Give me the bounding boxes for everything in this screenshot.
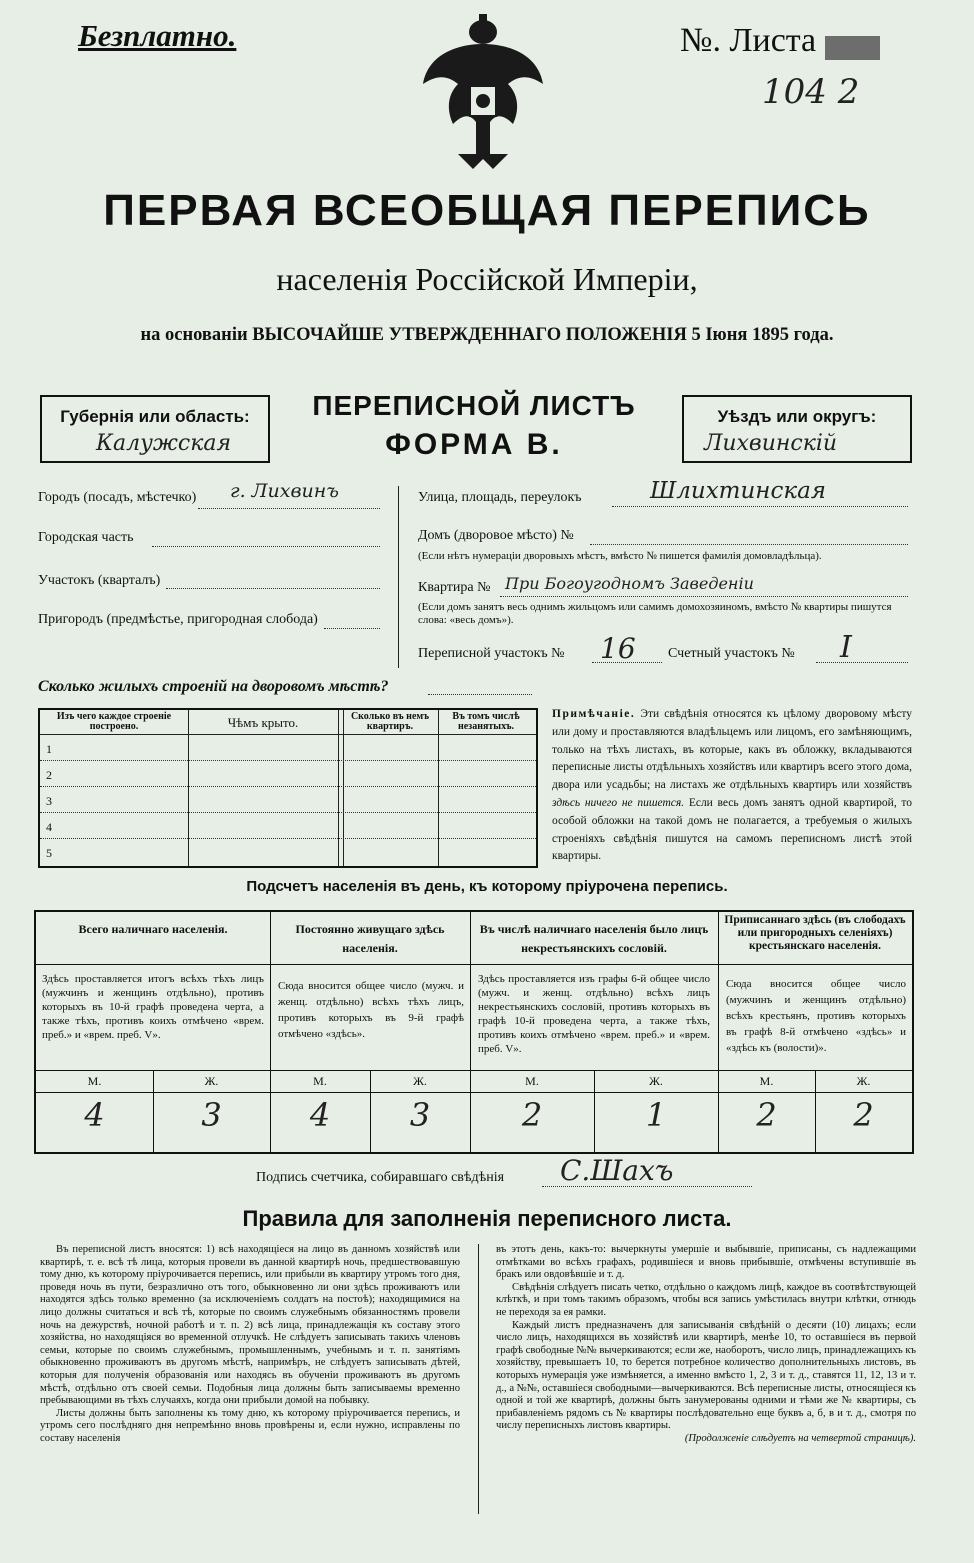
form-title: ФОРМА В.	[385, 428, 563, 461]
count-col2-desc: Сюда вносится общее число (мужч. и женщ. отдѣльно) всѣхъ тѣхъ лицъ, противъ которыхъ въ 9-й графѣ отмѣчено «здѣсь».	[278, 980, 464, 1040]
rules-left-column	[40, 1244, 460, 1446]
rules-right-p1: въ этотъ день, какъ-то: вычеркнуты умершіе и выбывшіе, приписаны, съ надлежащими отмѣтками во всѣхъ графахъ, родившіеся и вновь прибывшіе, отмѣчены вступившіе въ бракъ или овдовѣвшіе и т. д.	[496, 1244, 916, 1281]
uchastok-label: Участокъ (кварталъ)	[38, 573, 161, 588]
buildings-line	[428, 694, 532, 695]
sheet-number-stamp	[825, 36, 880, 60]
uchastok-line	[166, 588, 380, 589]
count-col4-m-label: М.	[759, 1074, 774, 1088]
location-divider	[398, 486, 399, 668]
count-col1-head: Всего наличнаго населенія.	[78, 922, 228, 936]
buildings-question: Сколько жилыхъ строеній на дворовомъ мѣстѣ?	[38, 678, 389, 695]
note-text: Эти свѣдѣнія относятся къ цѣлому дворовому мѣсту или дому и проставляются владѣльцемъ или лицомъ, его замѣняющимъ, только на тѣхъ листахъ, въ которые, какъ въ обложку, вкладываются переписные листы отдѣльныхъ хозяйствъ или квартиръ всего этого дома, двора или усадьбы; на листахъ же отдѣльныхъ квартиръ или хозяйствъ	[552, 708, 912, 792]
free-label: Безплатно.	[78, 18, 237, 53]
gorod-line	[198, 508, 380, 509]
page-subtitle: населенія Россійской Имперіи,	[276, 261, 698, 297]
prigorod-line	[324, 628, 380, 629]
ulitsa-label: Улица, площадь, переулокъ	[418, 490, 582, 505]
kvartira-value: При Богоугодномъ Заведеніи	[505, 574, 754, 593]
count-col1-f: 3	[201, 1096, 222, 1134]
guberniya-box	[40, 395, 270, 463]
perepis-uchastok-value: 16	[600, 632, 636, 665]
rules-right-p2: Свѣдѣнія слѣдуетъ писать четко, отдѣльно о каждомъ лицѣ, каждое въ соотвѣтствующей клѣткѣ, и при томъ такимъ образомъ, чтобы вся запись умѣстилась внутри клѣтки, отнюдь не переходя за ея рамки.	[496, 1281, 916, 1318]
col-material: Изъ чего каждое строеніе построено.	[56, 711, 172, 732]
count-col3-m: 2	[521, 1096, 543, 1134]
legal-basis: на основаніи ВЫСОЧАЙШЕ УТВЕРЖДЕННАГО ПОЛОЖЕНІЯ 5 Іюня 1895 года.	[140, 325, 834, 345]
col-apartments: Сколько въ немъ квартиръ.	[350, 711, 430, 732]
dom-label: Домъ (дворовое мѣсто) №	[418, 528, 574, 543]
schet-uchastok-label: Счетный участокъ №	[668, 646, 795, 661]
buildings-table	[38, 708, 538, 868]
prigorod-label: Пригородъ (предмѣстье, пригородная слобода)	[38, 612, 318, 627]
note-title: Примѣчаніе.	[552, 708, 636, 720]
schet-uchastok-value: I	[840, 630, 852, 665]
rules-right-p3: Каждый листъ предназначенъ для записыванія свѣдѣній о десяти (10) лицахъ; если число лицъ, находящихся въ хозяйствѣ или квартирѣ, менѣе 10, то оставшіеся въ первой графѣ свободные №№ вычеркиваются; если же, наоборотъ, число лицъ, принадлежащихъ къ хозяйству, превышаетъ 10, то берется потребное количество дополнительныхъ листовъ, въ которыхъ нумерація уже измѣняется, а именно вмѣсто 1, 2, 3 и т. д., ставятся 11, 12, 13 и т. д., а №№, оставшіеся свободными—вычеркиваются. Всѣ переписные листы, относящіеся къ одной и той же квартирѣ, должны быть занумерованы одними и тѣми же № квартиры, съ прибавленіемъ рядомъ съ № квартиры послѣдовательно еще буквъ а, б, в и т. д., смотря по числу переписныхъ листовъ квартиры.	[496, 1319, 916, 1432]
count-col2-f-label: Ж.	[413, 1074, 427, 1088]
count-col4-desc: Сюда вносится общее число (мужчинъ и женщинъ отдѣльно) всѣхъ крестьянъ, противъ которыхъ въ графѣ 8-й отмѣчено «здѣсь» и «здѣсь къ (волости)».	[726, 978, 906, 1054]
rules-divider	[478, 1244, 479, 1514]
uezd-value: Лихвинскій	[704, 431, 838, 456]
note-block	[552, 706, 912, 866]
signature-label: Подпись счетчика, собиравшаго свѣдѣнія	[256, 1170, 505, 1185]
col-vacant: Въ томъ числѣ незанятыхъ.	[452, 711, 520, 732]
dom-note: (Если нѣтъ нумераціи дворовыхъ мѣстъ, вмѣсто № пишется фамилія домовладѣльца).	[418, 550, 822, 562]
rules-title: Правила для заполненія переписного листа.	[242, 1206, 732, 1231]
note-text-2: Если весь домъ занятъ одной квартирой, то особой обложки на такой домъ не полагается, а требуемыя о жилыхъ строеніяхъ свѣдѣнія пишутся на самомъ переписномъ листѣ этой квартиры.	[552, 796, 913, 863]
chast-line	[152, 546, 380, 547]
count-col2-f: 3	[409, 1096, 431, 1134]
note-text-italic: здѣсь ничего не пишется.	[552, 796, 685, 809]
uezd-label: Уѣздъ или округъ:	[717, 407, 877, 426]
count-col1-m-label: М.	[87, 1074, 102, 1088]
count-col1-desc: Здѣсь проставляется итогъ всѣхъ тѣхъ лицъ (мужчинъ и женщинъ отдѣльно), противъ которыхъ въ 10-й графѣ проведена черта, а также тѣхъ, противъ коихъ отмѣчено «врем. преб.» и «врем. преб. V».	[42, 973, 264, 1041]
sheet-title: ПЕРЕПИСНОЙ ЛИСТЪ	[312, 390, 636, 421]
row-2: 2	[46, 768, 52, 782]
count-col3-f: 1	[645, 1096, 667, 1134]
row-5: 5	[46, 846, 52, 860]
count-col3-m-label: М.	[525, 1074, 539, 1088]
row-3: 3	[46, 794, 52, 808]
row-1: 1	[46, 742, 52, 756]
col-roof: Чѣмъ крыто.	[227, 715, 299, 730]
guberniya-label: Губернія или область:	[60, 407, 250, 426]
sheet-number-value: 104 2	[762, 72, 860, 112]
guberniya-value: Калужская	[96, 431, 232, 456]
chast-label: Городская часть	[38, 530, 134, 545]
gorod-label: Городъ (посадъ, мѣстечко)	[38, 490, 197, 505]
signature-value: С.Шахъ	[560, 1154, 674, 1187]
rules-left-p2: Листы должны быть заполнены къ тому дню, къ которому пріурочивается перепись, и утромъ сего послѣдняго дня непремѣнно вновь провѣрены и, если нужно, исправлены по составу населенія	[40, 1407, 460, 1444]
schet-uchastok-line	[816, 662, 908, 663]
count-col2-m: 4	[309, 1096, 331, 1134]
rules-continued: (Продолженіе слѣдуетъ на четвертой страницѣ).	[684, 1432, 916, 1444]
page-title: ПЕРВАЯ ВСЕОБЩАЯ ПЕРЕПИСЬ	[103, 186, 871, 235]
count-col3-f-label: Ж.	[649, 1074, 663, 1088]
count-col1-f-label: Ж.	[204, 1074, 219, 1088]
kvartira-label: Квартира №	[418, 580, 491, 595]
count-col4-head: Приписаннаго здѣсь (въ слободахъ или пригородныхъ селеніяхъ) крестьянскаго населенія.	[724, 914, 906, 952]
row-4: 4	[46, 820, 52, 834]
rules-left-p1: Въ переписной листъ вносятся: 1) всѣ находящіеся на лицо въ данномъ хозяйствѣ или квартирѣ, т. е. всѣ тѣ лица, которыя провели въ данной квартирѣ ночь, предшествовавшую тому дню, къ которому пріурочивается перепись, или прибыли въ квартиру утромъ того дня, проведя ночь въ пути, безразлично отъ того, обыкновенно ли они здѣсь проживаютъ или находятся здѣсь только временно (за исключеніемъ солдатъ на постоѣ); находящимися на лицо должны считаться и всѣ тѣ, которые по своимъ служебнымъ обязанностямъ провели ночь на дежурствѣ, ночной работѣ и т. п. 2) всѣ лица, принадлежащія къ составу этого хозяйства, но находящіяся во временной отлучкѣ. Не слѣдуетъ записывать такихъ членовъ семьи, которые по своимъ служебнымъ, промышленнымъ, учебнымъ и т. п. занятіямъ обыкновенно проживаютъ въ другомъ мѣстѣ, напримѣръ, не слѣдуетъ записывать дѣтей, которыя для полученія образованія или находясь въ обученіи проживаютъ въ другомъ мѣстѣ, отдѣльно отъ своей семьи. Подобныя лица должны быть записываемы временно пребывающими въ тѣхъ случаяхъ, когда они прибыли домой на побывку.	[40, 1244, 460, 1407]
kvartira-note: (Если домъ занятъ весь однимъ жильцомъ или самимъ домохозяиномъ, вмѣсто № квартиры пишутся слова: «весь домъ»).	[418, 601, 892, 626]
uezd-box	[682, 395, 912, 463]
count-table	[34, 910, 914, 1154]
count-col3-head: Въ числѣ наличнаго населенія было лицъ некрестьянскихъ сословій.	[479, 922, 709, 955]
dom-line	[590, 544, 908, 545]
ulitsa-line	[612, 506, 908, 507]
gorod-value: г. Лихвинъ	[230, 480, 339, 502]
sheet-number-label: №. Листа	[680, 22, 817, 59]
rules-right-column	[496, 1244, 916, 1446]
count-col3-desc: Здѣсь проставляется изъ графы 6-й общее число (мужч. и женщ. отдѣльно) всѣхъ лицъ некрестьянскихъ сословій, противъ которыхъ въ графѣ 10-й проведена черта, а также тѣхъ, противъ коихъ отмѣчено «врем. преб.» и «врем. преб. V».	[478, 973, 710, 1055]
count-col1-m: 4	[84, 1096, 105, 1134]
count-title: Подсчетъ населенія въ день, къ которому пріурочена перепись.	[246, 878, 728, 895]
count-col4-m: 2	[756, 1096, 777, 1134]
count-col2-m-label: М.	[313, 1074, 327, 1088]
count-col2-head: Постоянно живущаго здѣсь населенія.	[295, 922, 445, 955]
count-col4-f: 2	[853, 1096, 874, 1134]
perepis-uchastok-label: Переписной участокъ №	[418, 646, 565, 661]
count-col4-f-label: Ж.	[856, 1074, 871, 1088]
imperial-eagle-icon	[418, 14, 548, 174]
kvartira-line	[500, 596, 908, 597]
ulitsa-value: Шлихтинская	[650, 478, 827, 504]
